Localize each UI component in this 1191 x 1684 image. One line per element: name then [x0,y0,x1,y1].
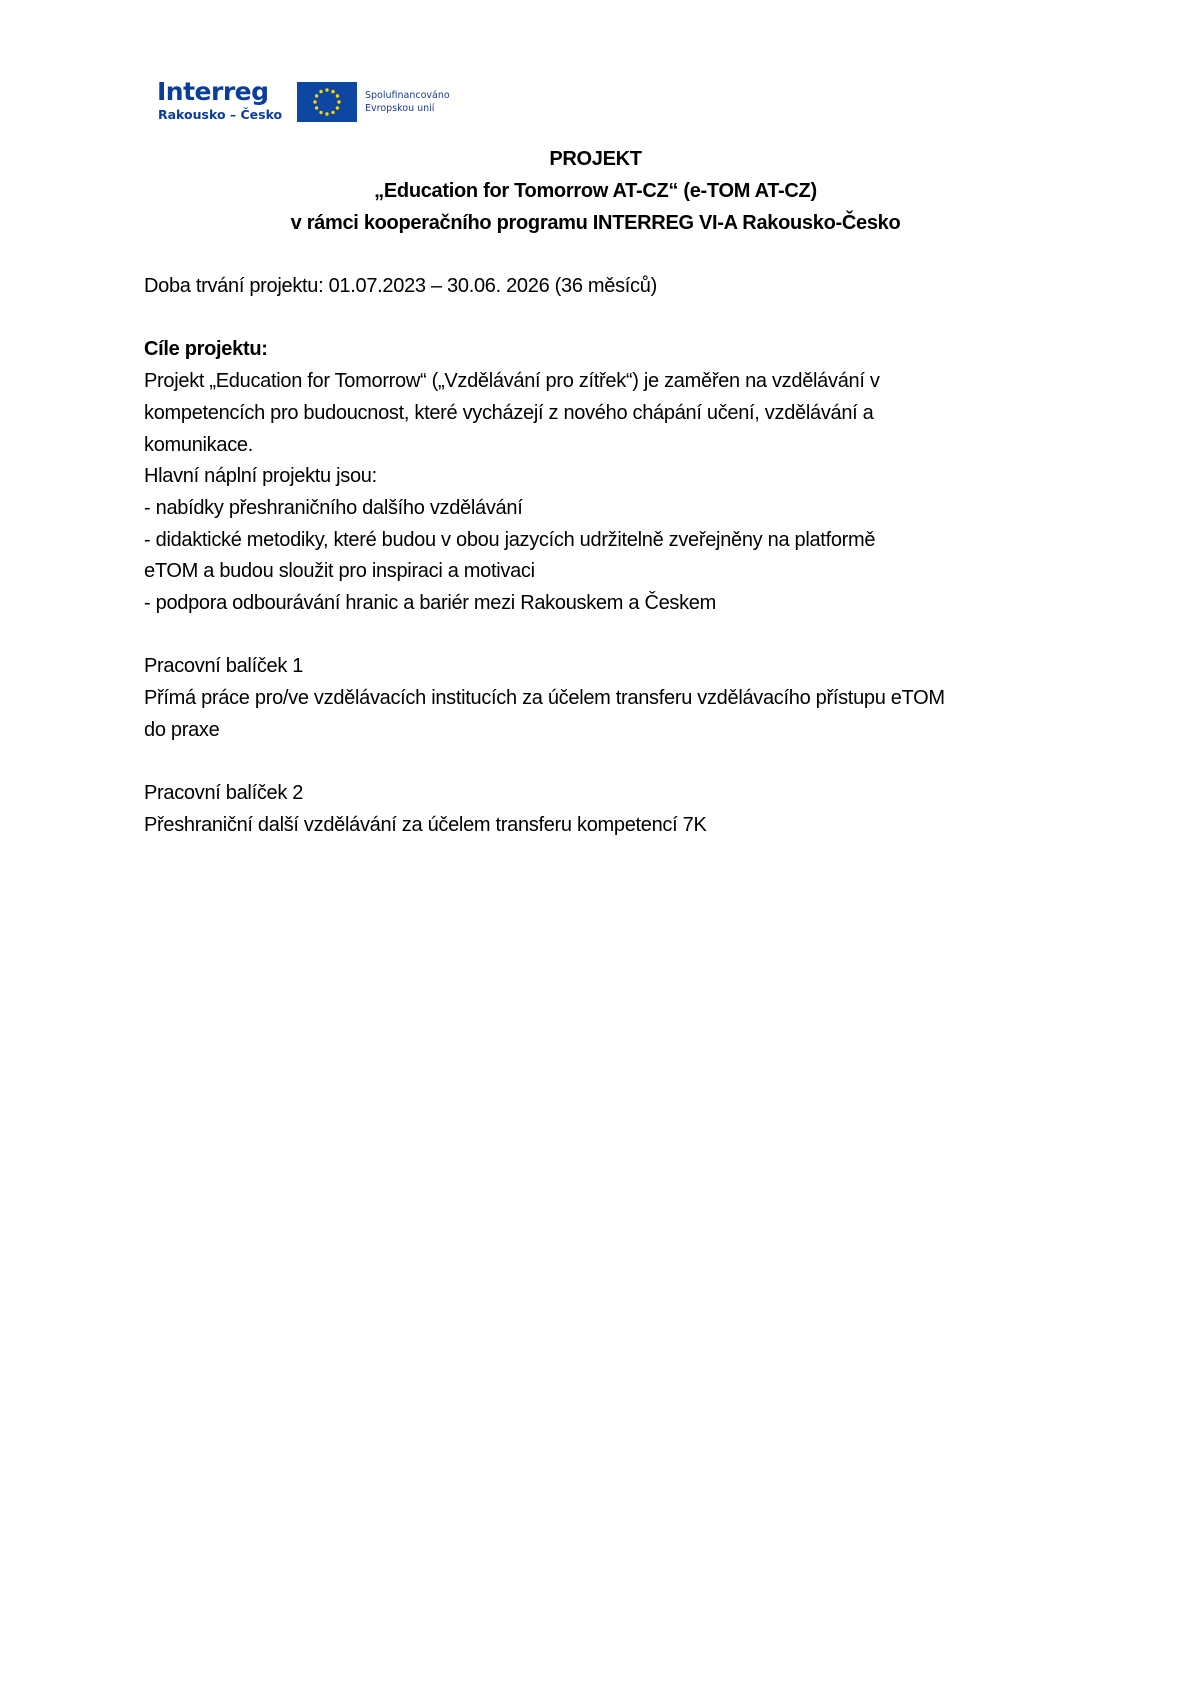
goals-intro-line: Projekt „Education for Tomorrow“ („Vzdělávání pro zítřek“) je zaměřen na vzdělávání v [144,370,880,393]
goals-bullet: - didaktické metodiky, které budou v obou jazycích udržitelně zveřejněny na platformě [144,528,876,551]
work-package-1-text: Přímá práce pro/ve vzdělávacích institucích za účelem transferu vzdělávacího přístupu eTOM [144,687,945,710]
eu-cofinancing-text [365,89,450,115]
title-line-name: „Education for Tomorrow AT-CZ“ (e-TOM AT-CZ) [374,180,817,202]
goals-bullet: - podpora odbourávání hranic a bariér mezi Rakouskem a Českem [144,592,716,615]
eu-text-line2: Evropskou unií [365,103,435,114]
interreg-wordmark [157,77,283,126]
goals-intro-line: kompetencích pro budoucnost, které vycházejí z nového chápání učení, vzdělávání a [144,401,874,424]
work-package-1-text: do praxe [144,718,220,741]
interreg-region: Rakousko – Česko [158,107,283,122]
goals-bullet: - nabídky přeshraničního dalšího vzdělávání [144,496,523,519]
spacer [144,747,1074,779]
work-package-1-title: Pracovní balíček 1 [144,655,304,678]
goals-bullet: eTOM a budou sloužit pro inspiraci a motivaci [144,560,535,583]
goals-intro-line: komunikace. [144,433,253,456]
work-package-2-text: Přeshraniční další vzdělávání za účelem transferu kompetencí 7K [144,813,707,836]
goals-heading: Cíle projektu: [144,338,268,361]
work-package-2-title: Pracovní balíček 2 [144,782,304,805]
eu-flag-icon [297,82,357,122]
project-title [0,143,1191,239]
spacer [144,620,1074,652]
interreg-program-name: Interreg [157,77,269,106]
title-line-program: v rámci kooperačního programu INTERREG VI-A Rakousko-Česko [290,212,901,234]
main-content-label: Hlavní náplní projektu jsou: [144,465,377,488]
eu-text-line1: Spolufinancováno [365,90,450,101]
document-body [144,271,1074,842]
title-line-projekt: PROJEKT [549,148,642,170]
interreg-logo [157,77,462,126]
project-duration: Doba trvání projektu: 01.07.2023 – 30.06. 2026 (36 měsíců) [144,275,657,297]
spacer [144,303,1074,335]
